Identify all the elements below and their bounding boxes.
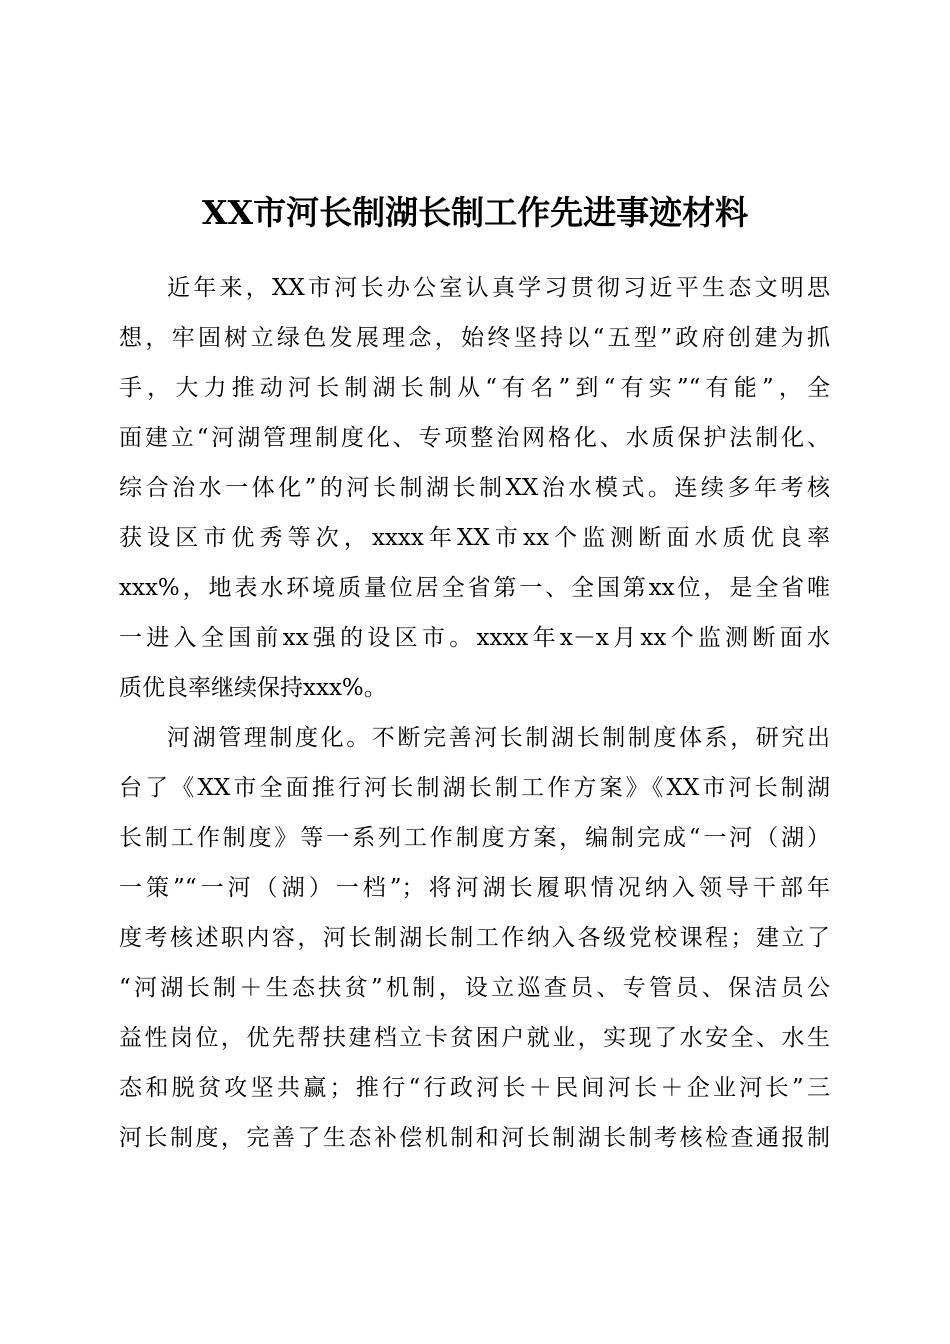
paragraph-2-line: 态和脱贫攻坚共赢；推行“行政河长＋民间河长＋企业河长”三 bbox=[119, 1075, 830, 1101]
paragraph-2-line: 长制工作制度》等一系列工作制度方案，编制完成“一河（湖） bbox=[119, 825, 830, 851]
paragraph-2-line: 一策”“一河（湖）一档”；将河湖长履职情况纳入领导干部年 bbox=[119, 875, 830, 901]
paragraph-1-line: 手，大力推动河长制湖长制从“有名”到“有实”“有能”，全 bbox=[119, 375, 830, 401]
paragraph-1-line: xxx%，地表水环境质量位居全省第一、全国第xx位，是全省唯 bbox=[119, 575, 830, 601]
paragraph-2-line: 河湖管理制度化。不断完善河长制湖长制制度体系，研究出 bbox=[167, 725, 830, 751]
paragraph-1-line: 获设区市优秀等次，xxxx年XX市xx个监测断面水质优良率 bbox=[119, 525, 830, 551]
paragraph-2-line: 度考核述职内容，河长制湖长制工作纳入各级党校课程；建立了 bbox=[119, 925, 830, 951]
document-title: XX市河长制湖长制工作先进事迹材料 bbox=[201, 193, 749, 232]
paragraph-1-line: 质优良率继续保持xxx%。 bbox=[119, 675, 387, 701]
paragraph-2-line: “河湖长制＋生态扶贫”机制，设立巡查员、专管员、保洁员公 bbox=[119, 975, 830, 1001]
paragraph-2-line: 益性岗位，优先帮扶建档立卡贫困户就业，实现了水安全、水生 bbox=[119, 1025, 830, 1051]
paragraph-1-line: 近年来，XX市河长办公室认真学习贯彻习近平生态文明思 bbox=[167, 275, 830, 301]
paragraph-1-line: 综合治水一体化”的河长制湖长制XX治水模式。连续多年考核 bbox=[119, 475, 830, 501]
paragraph-1-line: 一进入全国前xx强的设区市。xxxx年x－x月xx个监测断面水 bbox=[119, 625, 830, 651]
paragraph-1-line: 想，牢固树立绿色发展理念，始终坚持以“五型”政府创建为抓 bbox=[119, 325, 830, 351]
paragraph-2-line: 河长制度，完善了生态补偿机制和河长制湖长制考核检查通报制 bbox=[119, 1125, 830, 1151]
paragraph-2-line: 台了《XX市全面推行河长制湖长制工作方案》《XX市河长制湖 bbox=[119, 775, 830, 801]
paragraph-1-line: 面建立“河湖管理制度化、专项整治网格化、水质保护法制化、 bbox=[119, 425, 830, 451]
